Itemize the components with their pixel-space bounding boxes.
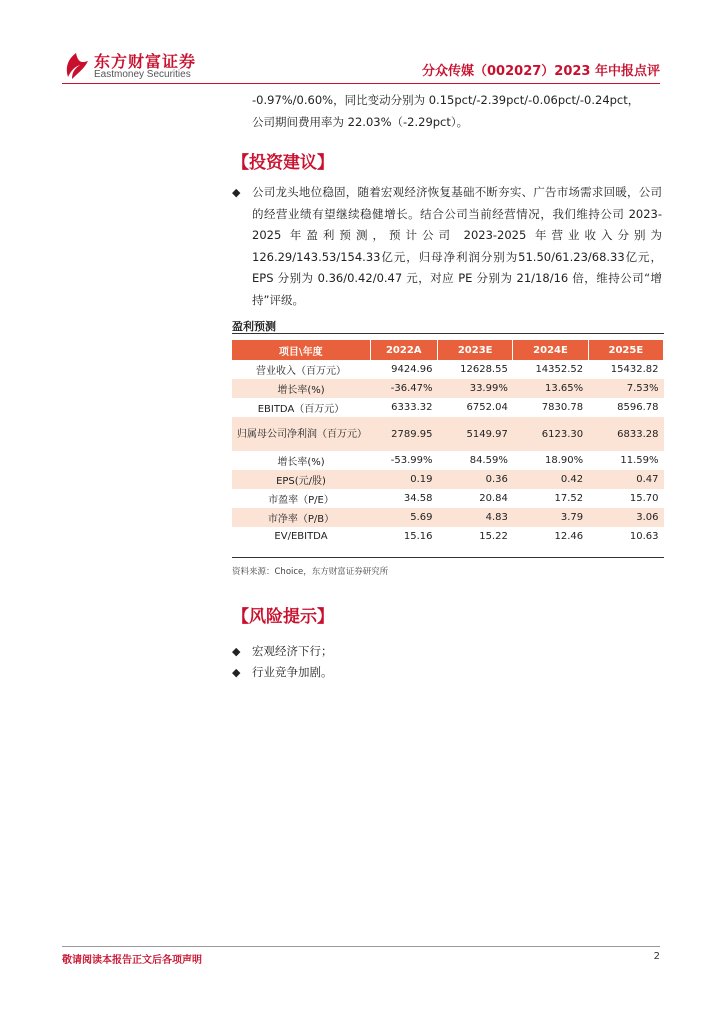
table-cell: 18.90% [545, 455, 584, 466]
page-number: 2 [653, 951, 660, 962]
table-source-note: 资料来源：Choice，东方财富证券研究所 [232, 567, 389, 577]
invest-heading: 【投资建议】 [232, 153, 334, 173]
row-label: 归属母公司净利润（百万元） [232, 417, 370, 451]
intro-line-2: 公司期间费用率为 22.03%（-2.29pct）。 [252, 115, 469, 129]
bullet-icon: ◆ [232, 186, 241, 199]
table-cell: 15.70 [629, 493, 659, 504]
table-cell: 7830.78 [541, 402, 584, 413]
bullet-icon: ◆ [232, 666, 241, 679]
table-cell: 6833.28 [588, 417, 663, 451]
table-cell: 14352.52 [535, 364, 584, 375]
logo-text-en: Eastmoney Securities [94, 69, 191, 80]
table-cell: 20.84 [479, 493, 508, 504]
table-cell: -36.47% [370, 379, 438, 398]
table-cell: 15.16 [403, 531, 433, 542]
invest-paragraph: 公司龙头地位稳固，随着宏观经济恢复基础不断夯实、广告市场需求回暖，公司的经营业绩有望继续稳健增长。结合公司当前经营情况，我们维持公司 2023- 2025 年盈利预测，预计公司 2023-2025 年营业收入分别为 126.29/143.53/154.33亿元，归母净利润分别为51.50/61.23/68.33亿元，EPS 分别为 0.36/0.42/0.47 元，对应 PE 分别为 21/18/16 倍，维持公司“增持”评级。 [252, 185, 662, 307]
row-label: 增长率(%) [277, 457, 325, 468]
table-cell: 9424.96 [391, 364, 433, 375]
forecast-table [232, 340, 664, 546]
table-cell: 6752.04 [466, 402, 508, 413]
table-cell: 0.19 [370, 470, 438, 489]
table-cell: 5.69 [370, 508, 438, 527]
table-row [232, 379, 664, 398]
table-cell: 7.53% [588, 379, 663, 398]
table-header-row [232, 340, 664, 360]
table-cell: -53.99% [390, 455, 433, 466]
table-row [232, 451, 664, 470]
row-label: 市净率（P/B） [232, 508, 370, 527]
footer-divider [62, 946, 660, 947]
risk-item-1: 宏观经济下行； [252, 644, 333, 658]
table-cell: 33.99% [438, 379, 513, 398]
risk-item-2: 行业竞争加剧。 [252, 665, 333, 679]
table-cell: 8596.78 [617, 402, 659, 413]
table-row [232, 527, 664, 546]
table-cell: 11.59% [620, 455, 659, 466]
table-row [232, 398, 664, 417]
column-header: 2022A [370, 340, 438, 360]
table-cell: 2789.95 [370, 417, 438, 451]
table-cell: 0.36 [438, 470, 513, 489]
table-cell: 34.58 [403, 493, 433, 504]
column-header: 2025E [588, 340, 663, 360]
table-cell: 15.22 [479, 531, 508, 542]
table-cell: 3.06 [588, 508, 663, 527]
row-label: 营业收入（百万元） [256, 366, 346, 377]
table-cell: 3.79 [513, 508, 588, 527]
header-divider [62, 83, 660, 84]
risk-heading: 【风险提示】 [232, 607, 334, 627]
table-cell: 0.47 [588, 470, 663, 489]
column-header: 2024E [513, 340, 588, 360]
row-label: EV/EBITDA [274, 531, 328, 542]
table-row [232, 417, 664, 451]
table-cell: 12.46 [554, 531, 584, 542]
table-cell: 15432.82 [610, 364, 659, 375]
column-header: 项目\年度 [232, 340, 370, 360]
row-label: EPS(元/股) [232, 470, 370, 489]
company-logo [62, 49, 212, 85]
table-row [232, 470, 664, 489]
table-cell: 4.83 [438, 508, 513, 527]
table-cell: 5149.97 [438, 417, 513, 451]
row-label: 市盈率（P/E） [268, 495, 334, 506]
table-cell: 13.65% [513, 379, 588, 398]
table-cell: 0.42 [513, 470, 588, 489]
column-header: 2023E [438, 340, 513, 360]
logo-text-cn: 东方财富证券 [94, 52, 197, 71]
table-row [232, 508, 664, 527]
table-bottom-rule [232, 557, 664, 558]
bullet-icon: ◆ [232, 645, 241, 658]
row-label: 增长率(%) [232, 379, 370, 398]
table-cell: 10.63 [629, 531, 659, 542]
table-top-rule [232, 333, 664, 334]
table-cell: 12628.55 [460, 364, 508, 375]
footer-disclaimer: 敬请阅读本报告正文后各项声明 [62, 955, 202, 966]
row-label: EBITDA（百万元） [257, 404, 345, 415]
table-cell: 17.52 [554, 493, 584, 504]
forecast-table-title: 盈利预测 [232, 320, 276, 333]
table-row [232, 360, 664, 379]
table-cell: 84.59% [469, 455, 508, 466]
report-title: 分众传媒（002027）2023 年中报点评 [422, 64, 660, 79]
table-cell: 6123.30 [513, 417, 588, 451]
eastmoney-logo-icon [62, 51, 90, 81]
table-cell: 6333.32 [391, 402, 433, 413]
intro-line-1: -0.97%/0.60%，同比变动分别为 0.15pct/-2.39pct/-0.06pct/-0.24pct， [252, 93, 640, 107]
table-row [232, 489, 664, 508]
